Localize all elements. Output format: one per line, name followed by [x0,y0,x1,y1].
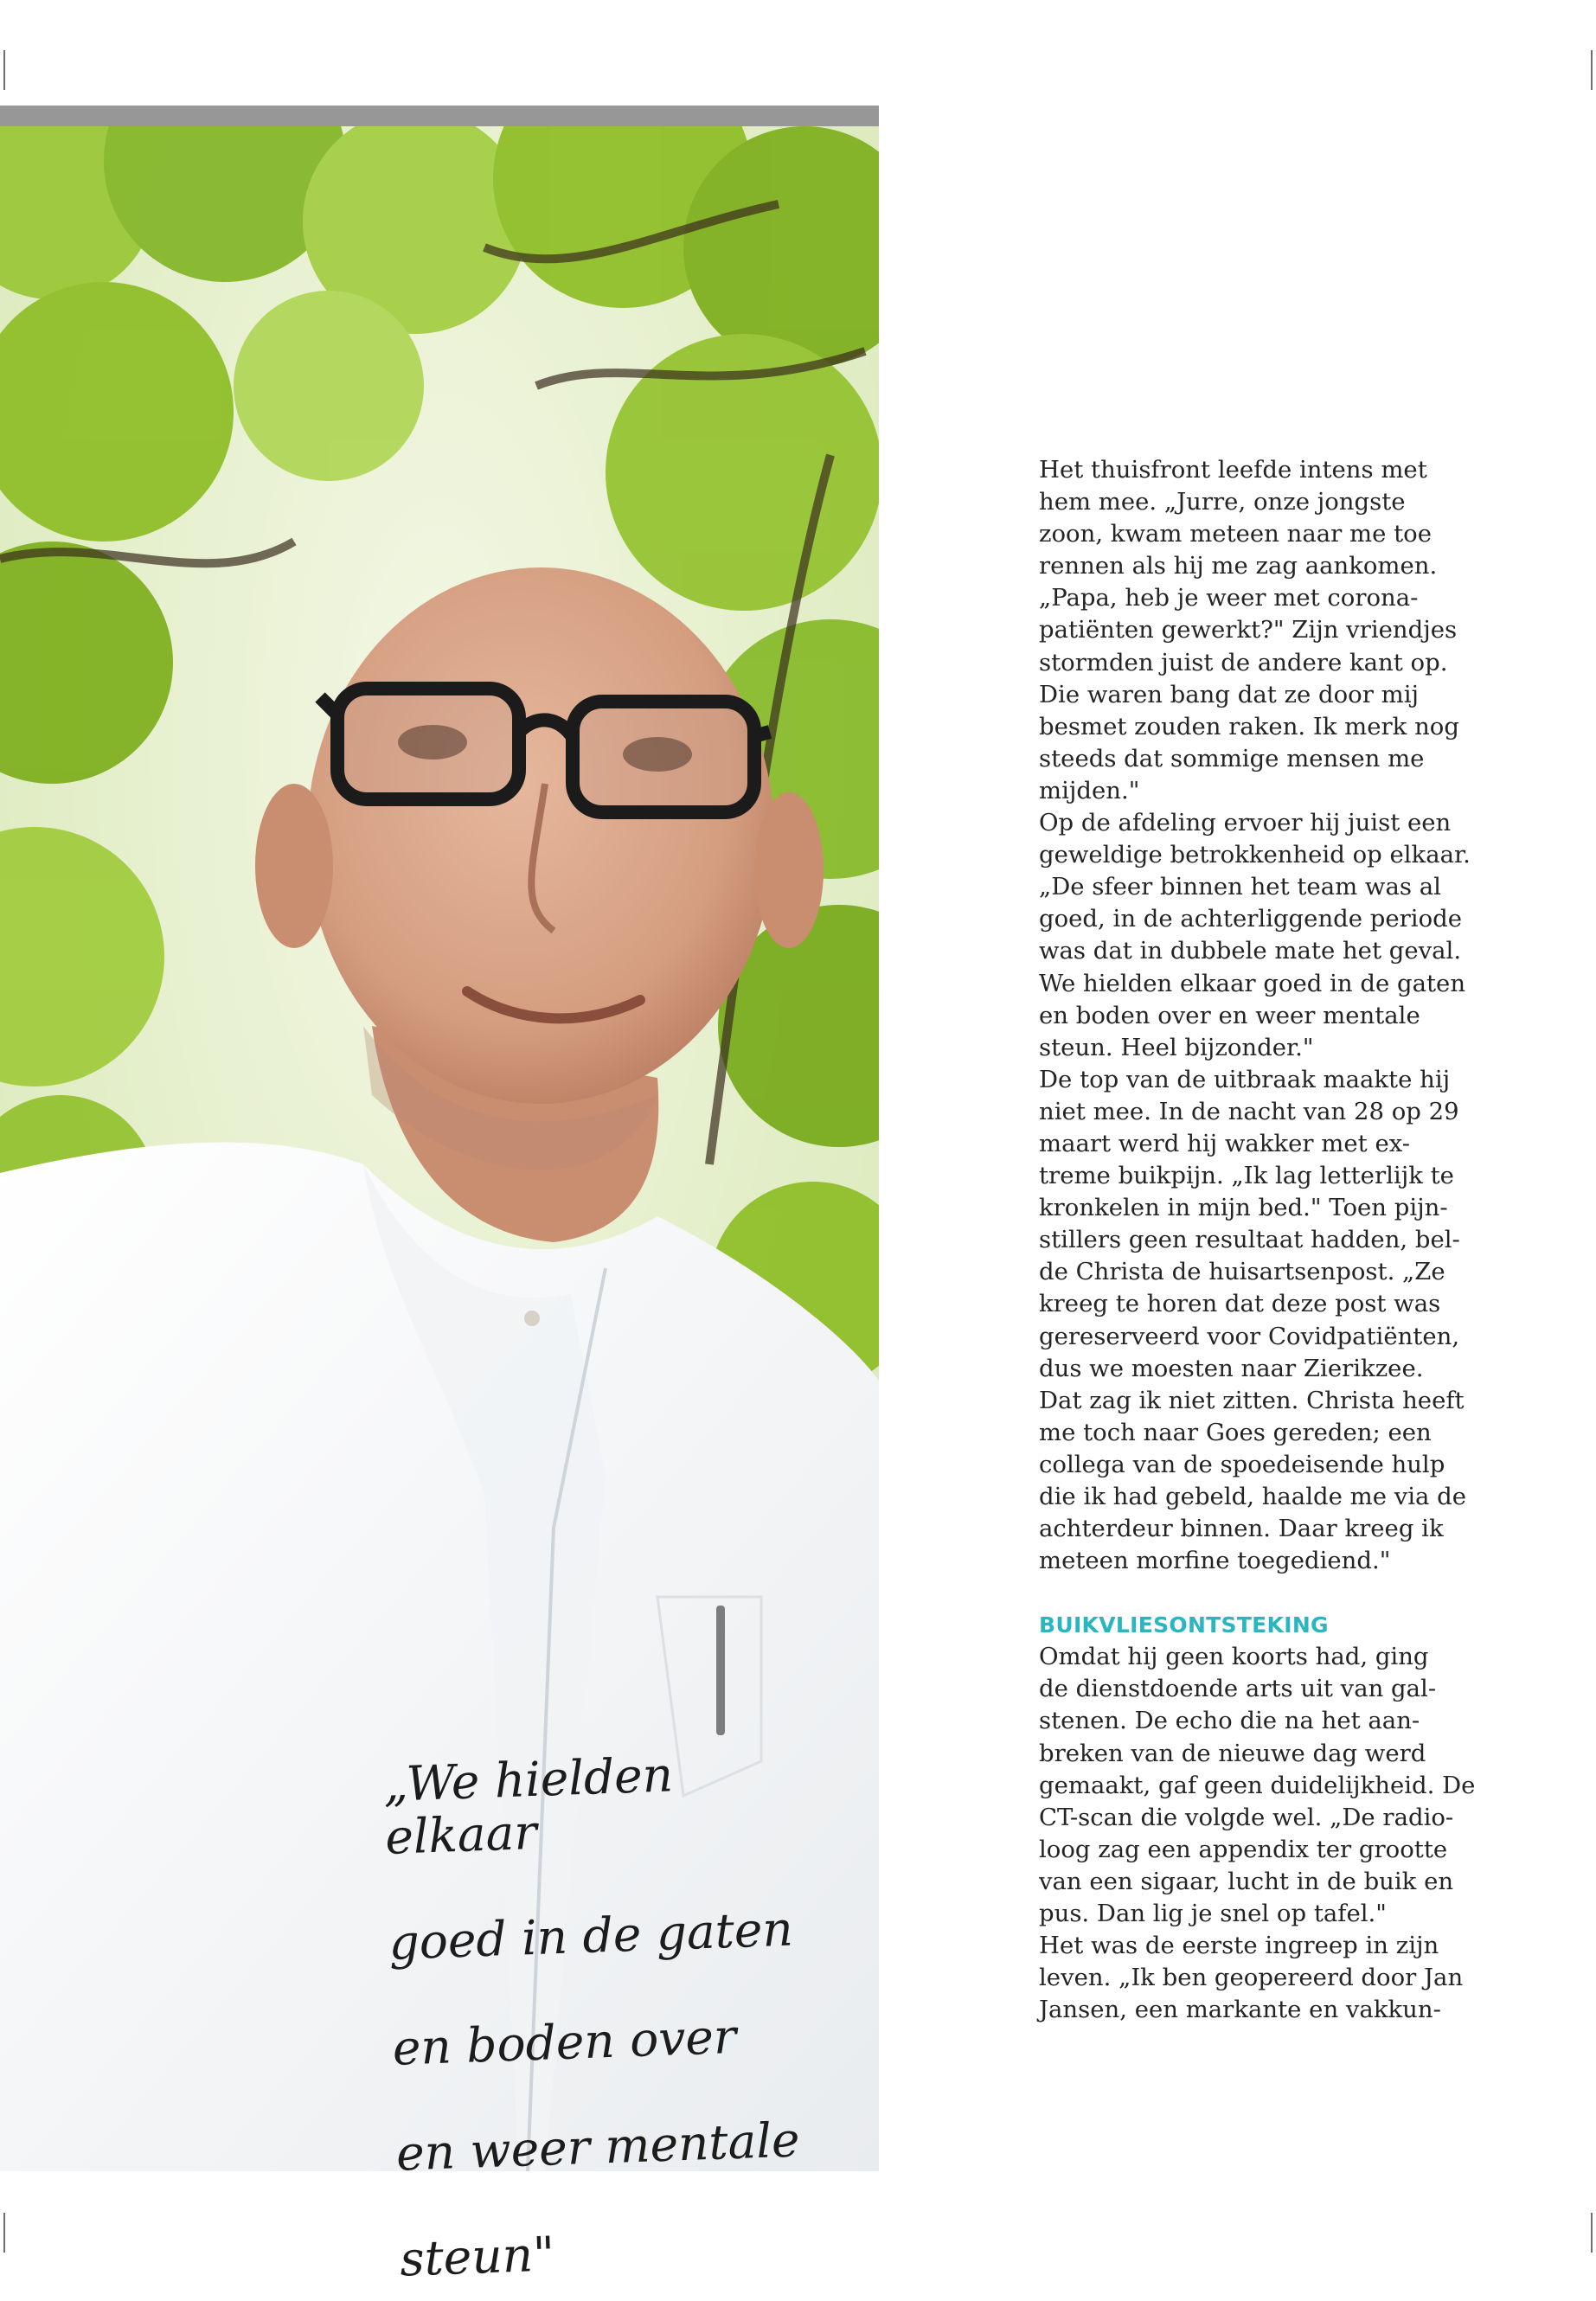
text-line: de Christa de huisartsenpost. „Ze [1039,1258,1445,1286]
section-heading: BUIKVLIESONTSTEKING [1039,1612,1329,1638]
text-line: Jansen, een markante en vakkun- [1039,1996,1441,2024]
text-line: niet mee. In de nacht van 28 op 29 [1039,1097,1459,1125]
text-line: CT-scan die volgde wel. „De radio- [1039,1803,1454,1831]
text-line: breken van de nieuwe dag werd [1039,1739,1426,1767]
text-line: de dienstdoende arts uit van gal- [1039,1675,1437,1703]
text-line: goed, in de achterliggende periode [1039,905,1463,933]
pull-quote-line: goed in de gaten [388,1900,794,1971]
text-line: patiënten gewerkt?" Zijn vriendjes [1039,616,1458,644]
text-line: dus we moesten naar Zierikzee. [1039,1354,1424,1382]
text-line: „De sfeer binnen het team was al [1039,873,1441,901]
text-line: van een sigaar, lucht in de buik en [1039,1867,1454,1895]
text-line: me toch naar Goes gereden; een [1039,1418,1432,1446]
text-line: zoon, kwam meteen naar me toe [1039,520,1432,548]
text-line: kreeg te horen dat deze post was [1039,1290,1441,1318]
text-line: Omdat hij geen koorts had, ging [1039,1643,1429,1671]
paragraph-2 [1039,807,1471,1064]
text-line: achterdeur binnen. Daar kreeg ik [1039,1515,1444,1543]
photo-top-bar [0,106,879,126]
text-line: rennen als hij me zag aankomen. [1039,552,1438,580]
head [307,567,774,1104]
text-line: De top van de uitbraak maakte hij [1039,1065,1451,1093]
text-line: stillers geen resultaat hadden, bel- [1039,1226,1460,1254]
text-line: leven. „Ik ben geopereerd door Jan [1039,1964,1464,1992]
text-line: stenen. De echo die na het aan- [1039,1707,1420,1735]
text-line: treme buikpijn. „Ik lag letterlijk te [1039,1162,1454,1190]
pull-quote-line: en boden over [391,2008,738,2076]
pull-quote-line: en weer mentale [394,2112,801,2182]
text-line: collega van de spoedeisende hulp [1039,1450,1445,1478]
crop-mark-top-left [3,50,5,90]
text-line: Op de afdeling ervoer hij juist een [1039,809,1452,837]
article-column [1039,454,1476,2026]
paragraph-3 [1039,1064,1467,1578]
text-line: steun. Heel bijzonder." [1039,1033,1314,1061]
paragraph-5 [1039,1930,1464,2026]
text-line: Dat zag ik niet zitten. Christa heeft [1039,1386,1465,1414]
text-line: pus. Dan lig je snel op tafel." [1039,1900,1387,1928]
pull-quote-line: „We hielden elkaar [382,1747,675,1865]
text-line: hem mee. „Jurre, onze jongste [1039,488,1406,516]
pull-quote-line: steun" [399,2226,556,2287]
paragraph-1 [1039,454,1459,807]
crop-mark-top-right [1591,50,1593,90]
text-line: Die waren bang dat ze door mij [1039,680,1420,708]
text-line: geweldige betrokkenheid op elkaar. [1039,841,1471,869]
crop-mark-bottom-left [3,2213,5,2253]
text-line: „Papa, heb je weer met corona- [1039,584,1419,612]
text-line: die ik had gebeld, haalde me via de [1039,1483,1467,1510]
text-line: mijden." [1039,776,1140,804]
pull-quote [381,1690,850,2286]
text-line: gemaakt, gaf geen duidelijkheid. De [1039,1771,1476,1799]
text-line: en boden over en weer mentale [1039,1001,1420,1029]
crop-mark-bottom-right [1591,2213,1593,2253]
text-line: gereserveerd voor Covidpatiënten, [1039,1322,1460,1350]
text-line: Het was de eerste ingreep in zijn [1039,1932,1439,1960]
text-line: maart werd hij wakker met ex- [1039,1129,1411,1157]
text-line: stormden juist de andere kant op. [1039,648,1448,676]
text-line: loog zag een appendix ter grootte [1039,1835,1448,1863]
text-line: kronkelen in mijn bed." Toen pijn- [1039,1194,1448,1222]
text-line: Het thuisfront leefde intens met [1039,456,1427,484]
text-line: meteen morfine toegediend." [1039,1547,1391,1575]
text-line: was dat in dubbele mate het geval. [1039,937,1462,965]
text-line: We hielden elkaar goed in de gaten [1039,969,1466,997]
text-line: steeds dat sommige mensen me [1039,744,1425,772]
text-line: besmet zouden raken. Ik merk nog [1039,712,1459,740]
paragraph-4 [1039,1641,1476,1930]
